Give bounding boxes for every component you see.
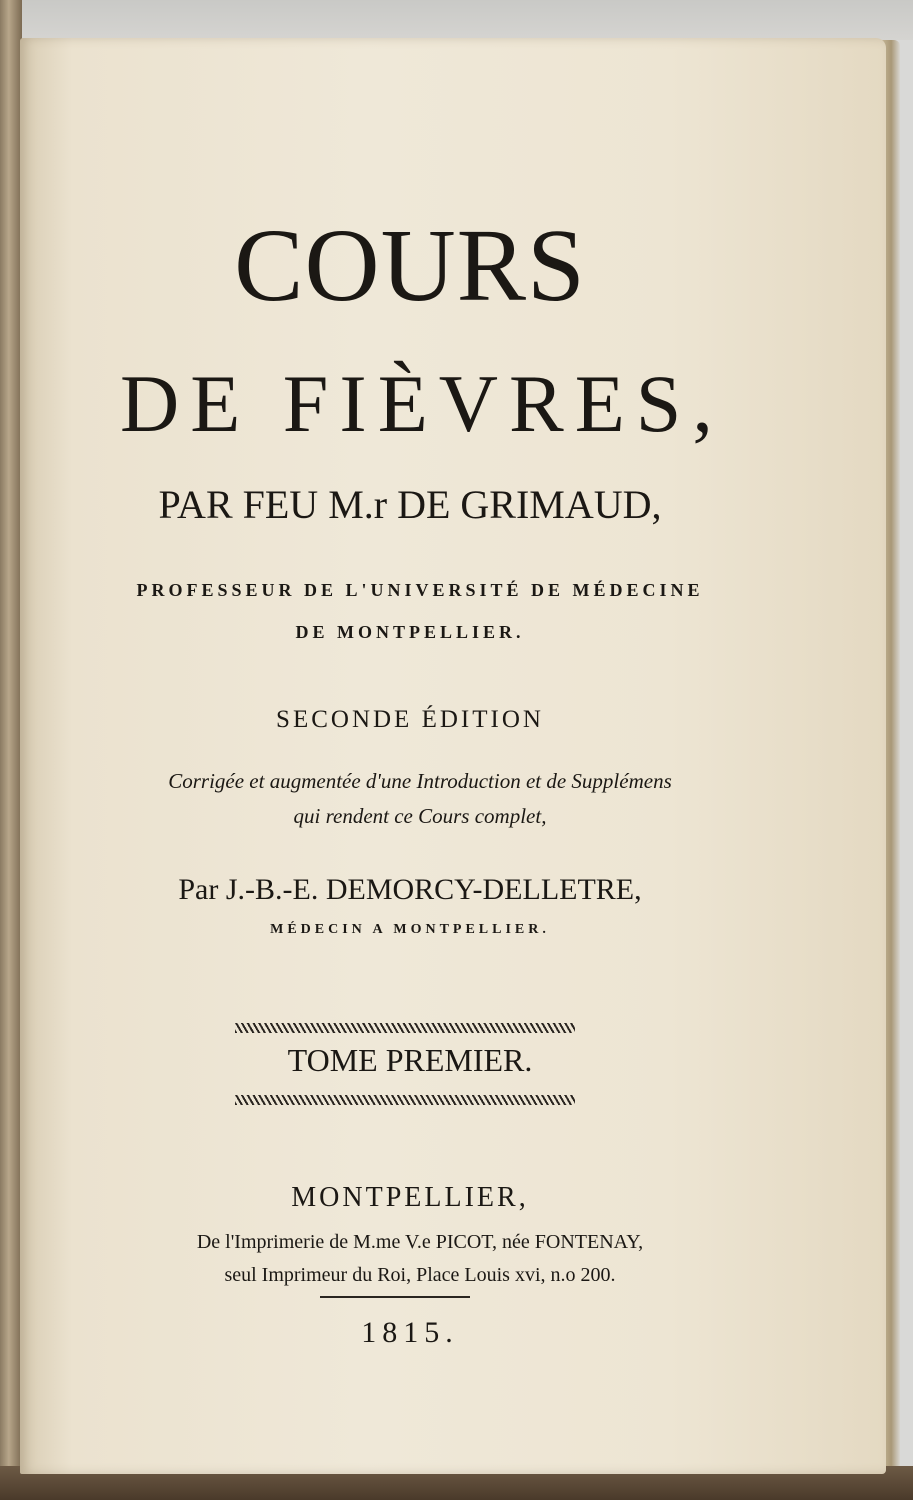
ornamental-rule-bottom (235, 1095, 575, 1105)
divider-rule (320, 1296, 470, 1298)
imprint-printer-line-1: De l'Imprimerie de M.me V.e PICOT, née FONTENAY, (196, 1231, 644, 1253)
volume-line: TOME PREMIER. (287, 1042, 533, 1078)
imprint-printer-line-2: seul Imprimeur du Roi, Place Louis xvi, n.o 200. (224, 1264, 616, 1286)
corrections-line-1: Corrigée et augmentée d'une Introduction et de Supplémens (168, 769, 672, 793)
author-title-line-1: PROFESSEUR DE L'UNIVERSITÉ DE MÉDECINE (136, 580, 704, 600)
ornamental-rule-top (235, 1023, 575, 1033)
publication-year: 1815. (361, 1316, 459, 1349)
author-line: PAR FEU M.r DE GRIMAUD, (158, 482, 662, 527)
book-spine (0, 0, 22, 1500)
corrections-line-2: qui rendent ce Cours complet, (293, 804, 547, 828)
imprint-city: MONTPELLIER, (291, 1182, 529, 1213)
editor-title-line: MÉDECIN A MONTPELLIER. (270, 922, 550, 937)
background-top (0, 0, 913, 40)
editor-line: Par J.-B.-E. DEMORCY-DELLETRE, (178, 873, 642, 906)
title-line-2: DE FIÈVRES, (120, 358, 724, 449)
edition-line: SECONDE ÉDITION (276, 706, 544, 733)
author-title-line-2: DE MONTPELLIER. (295, 622, 525, 642)
title-page (20, 38, 886, 1474)
title-line-1: COURS (234, 208, 586, 323)
